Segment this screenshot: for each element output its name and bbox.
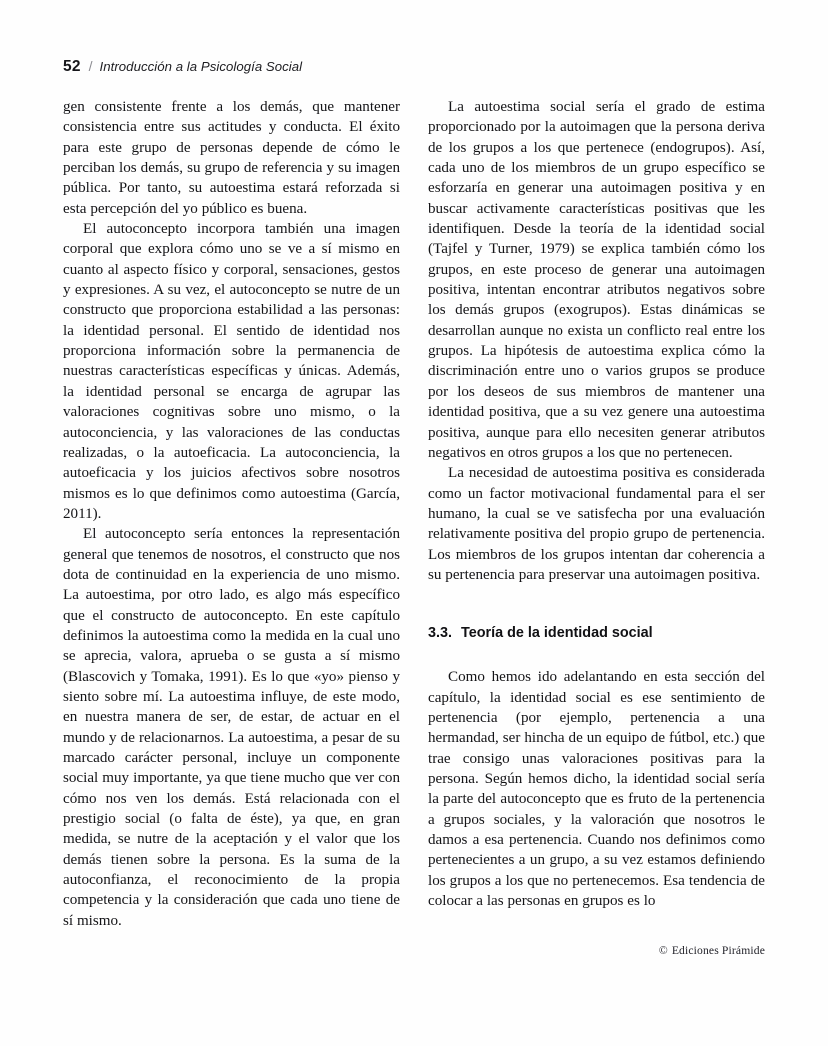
body-columns <box>63 97 765 927</box>
section-heading <box>428 624 765 643</box>
section-title: Teoría de la identidad social <box>461 625 653 642</box>
heading-spacer-after <box>428 643 765 667</box>
heading-spacer-before <box>428 585 765 624</box>
page-number: 52 <box>63 58 81 75</box>
left-column <box>63 97 400 931</box>
paragraph: Como hemos ido adelantando en esta sección del capítulo, la identidad social es ese sentimiento de pertenencia (por ejemplo, pertenencia a una hermandad, ser hincha de un equipo de fútbol, etc.) que trae consigo unas valoraciones positivas para la persona. Según hemos dicho, la identidad social sería la parte del autoconcepto que es fruto de la pertenencia a grupos sociales, y la valoración que nosotros le damos a esa pertenencia. Cuando nos definimos como pertenecientes a un grupo, a su vez estamos definiendo los grupos a los que no pertenecemos. Esa tendencia de colocar a las personas en grupos es lo <box>428 669 765 910</box>
paragraph: El autoconcepto incorpora también una imagen corporal que explora cómo uno se ve a sí mismo en cuanto al aspecto físico y corporal, sensaciones, gestos y expresiones. A su vez, el autoconcepto se nutre de un constructo que proporciona estabilidad a las personas: la identidad personal. El sentido de identidad nos proporciona información sobre la permanencia de nuestras características específicas y únicas. Además, la identidad personal se encarga de agrupar las valoraciones cognitivas sobre uno mismo, o la autoconciencia, y las valoraciones de las conductas realizadas, o la autoeficacia. La autoconciencia, la autoeficacia y los juicios afectivos sobre nosotros mismos es lo que definimos como autoestima (García, 2011). <box>63 221 400 522</box>
copyright-icon: © <box>658 944 668 957</box>
paragraph: La autoestima social sería el grado de estima proporcionado por la autoimagen que la persona deriva de los grupos a los que pertenece (endogrupos). Así, cada uno de los miembros de un grupo específico se esforzaría en generar una autoimagen positiva y en buscar activamente características positivas que les identifiquen. Desde la teoría de la identidad social (Tajfel y Turner, 1979) se explica también cómo los grupos, en este proceso de generar una autoimagen positiva, intentan encontrar atributos negativos sobre los demás grupos (exogrupos). Estas dinámicas se desarrollan aunque no exista un conflicto real entre los grupos. La hipótesis de autoestima explica cómo la discriminación entre uno o varios grupos se produce por los deseos de sus miembros de mantener una identidad positiva, que a su vez genere una autoestima positiva, aunque para ello necesiten generar atributos negativos en otros grupos a los que no pertenecen. <box>428 99 765 461</box>
paragraph: gen consistente frente a los demás, que mantener consistencia entre sus actitudes y conducta. El éxito para este grupo de personas depende de cómo le perciban los demás, su grupo de referencia y su imagen pública. Por tanto, su autoestima estará reforzada si esta percepción del yo público es buena. <box>63 99 400 217</box>
paragraph: El autoconcepto sería entonces la representación general que tenemos de nosotros, el constructo que nos dota de continuidad en la experiencia de uno mismo. La autoestima, por otro lado, es algo más específico que el constructo de autoconcepto. En este capítulo definimos la autoestima como la medida en la cual uno se aprecia, valora, aprueba o se gusta a sí mismo (Blascovich y Tomaka, 1991). Es lo que «yo» pienso y siento sobre mí. La autoestima influye, de este modo, en nuestra manera de ser, de estar, de actuar en el mundo y de relacionarnos. La autoestima, a pesar de su marcado carácter personal, incluye un componente social muy importante, ya que tiene mucho que ver con cómo nos ven los demás. Está relacionada con el prestigio social (o falta de éste), ya que, en gran medida, se nutre de la aceptación y el valor que los demás tienen sobre la persona. Es la suma de la autoconfianza, el reconocimiento de la propia competencia y la consideración que cada uno tiene de sí mismo. <box>63 526 400 929</box>
section-number: 3.3. <box>428 625 453 642</box>
running-head-separator: / <box>88 58 93 74</box>
book-title: Introducción a la Psicología Social <box>99 59 303 74</box>
right-column <box>428 97 765 911</box>
running-head <box>63 58 302 78</box>
publisher-name: Ediciones Pirámide <box>671 944 765 957</box>
paragraph: La necesidad de autoestima positiva es considerada como un factor motivacional fundamental para el ser humano, la cual se ve satisfecha por una evaluación relativamente positiva del propio grupo de pertenencia. Los miembros de los grupos intentan dar coherencia a su pertenencia para preservar una autoimagen positiva. <box>428 465 765 583</box>
page-footer <box>428 944 765 957</box>
